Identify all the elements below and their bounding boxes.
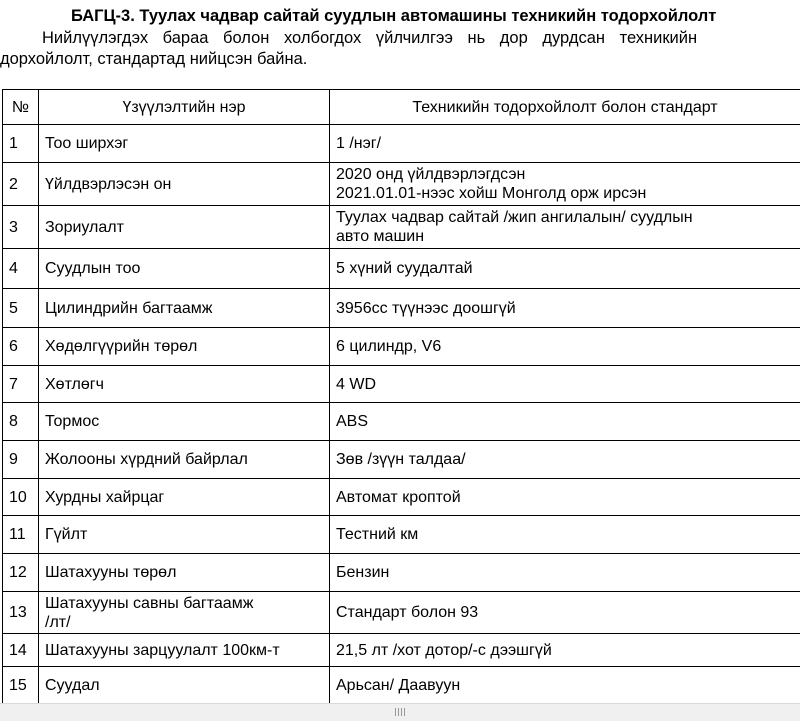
row-num: 3 [3,206,39,249]
spec-table [2,89,800,704]
row-spec: Стандарт болон 93 [330,592,800,634]
row-name: Гүйлт [39,516,330,554]
row-spec: ABS [330,403,800,441]
grip-icon [393,707,407,717]
table-row [3,516,800,554]
row-num: 9 [3,441,39,479]
row-num: 7 [3,366,39,403]
table-row [3,403,800,441]
row-num: 11 [3,516,39,554]
row-num: 10 [3,479,39,516]
table-row [3,479,800,516]
header-num: № [3,90,39,125]
intro-text-line-2: дорхойлолт, стандартад нийцсэн байна. [0,49,800,69]
table-row [3,328,800,366]
table-row [3,125,800,163]
table-row [3,441,800,479]
row-name: Тоо ширхэг [39,125,330,163]
table-row [3,634,800,667]
row-spec: Бензин [330,554,800,592]
table-header-row [3,90,800,125]
table-row [3,667,800,704]
row-spec: 3956сс түүнээс доошгүй [330,289,800,328]
table-row [3,249,800,289]
row-spec: Автомат кроптой [330,479,800,516]
table-row [3,163,800,206]
row-spec: Зөв /зүүн талдаа/ [330,441,800,479]
row-spec: Арьсан/ Даавуун [330,667,800,704]
table-row [3,592,800,634]
row-num: 14 [3,634,39,667]
row-name: Жолооны хүрдний байрлал [39,441,330,479]
row-spec: 1 /нэг/ [330,125,800,163]
row-spec: Туулах чадвар сайтай /жип ангилалын/ суудлын авто машин [330,206,800,249]
row-name: Хөтлөгч [39,366,330,403]
row-spec: 4 WD [330,366,800,403]
row-num: 13 [3,592,39,634]
row-spec: 6 цилиндр, V6 [330,328,800,366]
row-name: Хөдөлгүүрийн төрөл [39,328,330,366]
row-num: 5 [3,289,39,328]
row-num: 15 [3,667,39,704]
row-num: 1 [3,125,39,163]
row-name: Суудлын тоо [39,249,330,289]
row-num: 4 [3,249,39,289]
horizontal-scrollbar[interactable] [0,703,800,721]
row-name: Цилиндрийн багтаамж [39,289,330,328]
row-name: Тормос [39,403,330,441]
header-name: Үзүүлэлтийн нэр [39,90,330,125]
row-name: Шатахууны савны багтаамж /лт/ [39,592,330,634]
row-num: 2 [3,163,39,206]
row-name: Үйлдвэрлэсэн он [39,163,330,206]
row-spec: 5 хүний суудалтай [330,249,800,289]
row-name: Шатахууны төрөл [39,554,330,592]
row-spec: 2020 онд үйлдвэрлэгдсэн 2021.01.01-нээс хойш Монголд орж ирсэн [330,163,800,206]
header-spec: Техникийн тодорхойлолт болон стандарт [330,90,800,125]
table-row [3,554,800,592]
row-num: 8 [3,403,39,441]
row-name: Шатахууны зарцуулалт 100км-т [39,634,330,667]
row-name: Зориулалт [39,206,330,249]
table-row [3,289,800,328]
table-row [3,366,800,403]
row-spec: 21,5 лт /хот дотор/-с дээшгүй [330,634,800,667]
row-spec: Тестний км [330,516,800,554]
row-name: Хурдны хайрцаг [39,479,330,516]
row-num: 12 [3,554,39,592]
row-num: 6 [3,328,39,366]
document-title: БАГЦ-3. Туулах чадвар сайтай суудлын автомашины техникийн тодорхойлолт [71,6,800,26]
intro-text-line-1: Нийлүүлэгдэх бараа болон холбогдох үйлчилгээ нь дор дурдсан техникийн [42,28,792,48]
table-row [3,206,800,249]
row-name: Суудал [39,667,330,704]
